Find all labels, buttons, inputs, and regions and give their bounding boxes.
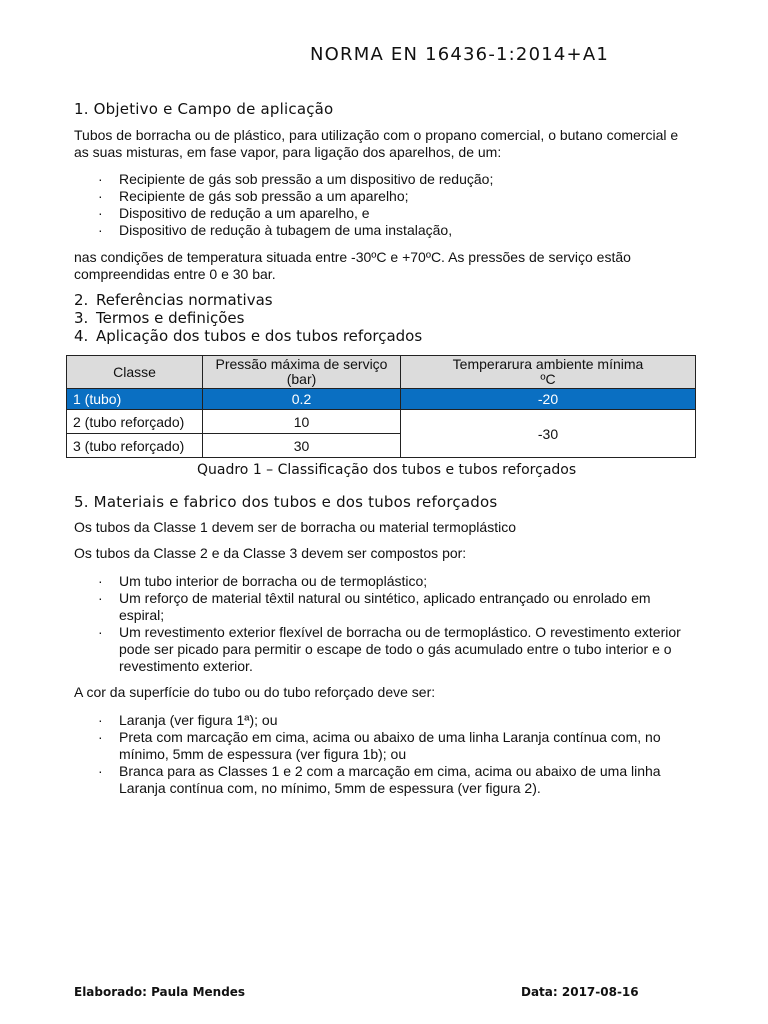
classification-table xyxy=(66,355,696,458)
document-title: NORMA EN 16436-1:2014+A1 xyxy=(310,44,609,65)
section-item: 2. Referências normativas xyxy=(74,291,273,309)
table-header-row xyxy=(67,356,696,389)
footer-author: Elaborado: Paula Mendes xyxy=(74,985,246,999)
section-1-intro: Tubos de borracha ou de plástico, para utilização com o propano comercial, o butano comercial e as suas misturas, em fase vapor, para ligação dos aparelhos, de um: xyxy=(74,127,679,160)
section-1-heading: 1. Objetivo e Campo de aplicação xyxy=(74,100,334,118)
list-item: · Um reforço de material têxtil natural ou sintético, aplicado entrançado ou enrolado em espiral; xyxy=(98,590,651,623)
color-bullets xyxy=(74,712,714,797)
table-row[interactable]: 1 (tubo) 0.2 -20 xyxy=(67,389,696,410)
table-caption: Quadro 1 – Classificação dos tubos e tubos reforçados xyxy=(197,462,577,478)
table-row[interactable]: 3 (tubo reforçado) 30 xyxy=(67,434,696,458)
section-item: 4. Aplicação dos tubos e dos tubos reforçados xyxy=(74,327,423,345)
list-item: · Um revestimento exterior flexível de borracha ou de termoplástico. O revestimento exterior pode ser picado para permitir o escape de todo o gás acumulado entre o tubo interior e o revestimento exterior. xyxy=(98,624,681,674)
section-item: 3. Termos e definições xyxy=(74,309,245,327)
list-item: · Um tubo interior de borracha ou de termoplástico; xyxy=(98,573,428,589)
list-item: · Dispositivo de redução à tubagem de uma instalação, xyxy=(98,222,453,238)
header-pressao: Pressão máxima de serviço (bar) xyxy=(203,356,401,389)
list-item: · Recipiente de gás sob pressão a um dispositivo de redução; xyxy=(98,171,494,187)
list-item: · Recipiente de gás sob pressão a um aparelho; xyxy=(98,188,409,204)
section-5-p2: Os tubos da Classe 2 e da Classe 3 devem ser compostos por: xyxy=(74,545,467,561)
section-5-bullets xyxy=(74,573,714,675)
list-item: · Laranja (ver figura 1ª); ou xyxy=(98,712,278,728)
list-item: · Branca para as Classes 1 e 2 com a marcação em cima, acima ou abaixo de uma linha Laranja contínua com, no mínimo, 5mm de espessura (ver figura 2). xyxy=(98,763,661,796)
section-list xyxy=(74,291,422,345)
table-row[interactable]: 2 (tubo reforçado) 10 -30 xyxy=(67,410,696,434)
header-classe: Classe xyxy=(67,356,203,389)
section-5-p1: Os tubos da Classe 1 devem ser de borracha ou material termoplástico xyxy=(74,519,516,535)
footer-date: Data: 2017-08-16 xyxy=(521,985,639,999)
section-1-outro: nas condições de temperatura situada entre -30ºC e +70ºC. As pressões de serviço estão compreendidas entre 0 e 30 bar. xyxy=(74,249,631,282)
section-5-p3: A cor da superfície do tubo ou do tubo reforçado deve ser: xyxy=(74,684,436,700)
list-item: · Preta com marcação em cima, acima ou abaixo de uma linha Laranja contínua com, no mínimo, 5mm de espessura (ver figura 1b); ou xyxy=(98,729,661,762)
header-temperatura: Temperarura ambiente mínima ºC xyxy=(401,356,696,389)
section-5-heading: 5. Materiais e fabrico dos tubos e dos tubos reforçados xyxy=(74,493,498,511)
section-1-bullets xyxy=(74,171,714,239)
list-item: · Dispositivo de redução a um aparelho, e xyxy=(98,205,370,221)
